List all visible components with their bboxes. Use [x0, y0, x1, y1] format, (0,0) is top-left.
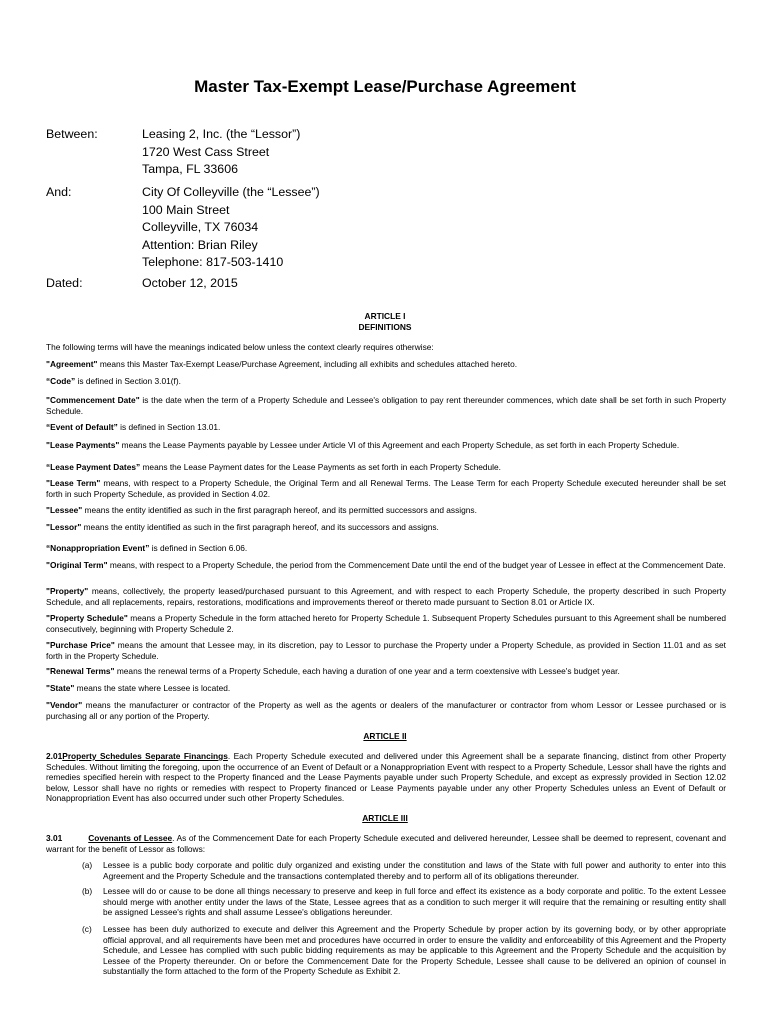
party-label: And: [46, 185, 72, 199]
definition-lessor [46, 522, 726, 533]
definition-text: is defined in Section 6.06. [149, 543, 248, 553]
article-3-heading-text: ARTICLE III [362, 813, 408, 823]
definition-text: means the Lease Payment dates for the Lease Payments as set forth in each Property Schedule. [140, 462, 501, 472]
definition-lessee [46, 505, 726, 516]
definition-term: "Lease Term" [46, 478, 101, 488]
definition-property-schedule [46, 613, 726, 634]
definition-property [46, 586, 726, 607]
document-title: Master Tax-Exempt Lease/Purchase Agreement [194, 77, 576, 96]
dated-label: Dated: [46, 276, 83, 290]
definition-term: "State" [46, 683, 75, 693]
definition-text: means the entity identified as such in the first paragraph hereof, and its permitted successors and assigns. [82, 505, 477, 515]
article-2-heading-text: ARTICLE II [363, 731, 407, 741]
definition-term: "Renewal Terms" [46, 666, 115, 676]
definition-term: “Nonappropriation Event” [46, 543, 150, 553]
definition-state [46, 683, 726, 694]
item-letter: (c) [82, 924, 92, 934]
definition-term: "Agreement" [46, 359, 98, 369]
section-3-01 [46, 833, 726, 854]
definition-original-term [46, 560, 726, 571]
address-line: Leasing 2, Inc. (the “Lessor”) [142, 127, 301, 141]
definition-term: "Property Schedule" [46, 613, 128, 623]
definition-term: "Original Term" [46, 560, 108, 570]
definitions-intro: The following terms will have the meanings indicated below unless the context clearly requires otherwise: [46, 342, 434, 352]
section-text: . As of the Commencement Date for each Property Schedule executed and delivered hereunder, Lessee shall be deemed to represent, covenant and warrant for the benefit of Lessor as follows: [46, 833, 726, 854]
address-line: Telephone: 817-503-1410 [142, 255, 284, 269]
section-number: 3.01 [46, 833, 63, 843]
definition-purchase-price [46, 640, 726, 661]
definition-text: means, collectively, the property leased/purchased pursuant to this Agreement, and with respect to each Property Schedule, the property described in such Property Schedule, and all replacements, repairs, restorations, modifications and improvements thereof or thereto made pursuant to Section 8.01 or Article IX. [46, 586, 726, 607]
definition-text: means this Master Tax-Exempt Lease/Purchase Agreement, including all exhibits and schedules attached hereto. [97, 359, 518, 369]
definition-text: means, with respect to a Property Schedule, the Original Term and all Renewal Terms. The Lease Term for each Property Schedule executed hereunder shall be set forth in such Property Schedule, as provided in Section 4.02. [46, 478, 726, 499]
section-number: 2.01 [46, 751, 63, 761]
address-line: Colleyville, TX 76034 [142, 220, 259, 234]
definition-text: is the date when the term of a Property Schedule and Lessee's obligation to pay rent thereunder commences, which date shall be set forth in such Property Schedule. [46, 395, 726, 416]
definition-lease-term [46, 478, 726, 499]
item-text: Lessee is a public body corporate and politic duly organized and existing under the constitution and laws of the State with full power and authority to enter into this Agreement and the Property Schedule and the transactions contemplated thereby and to perform all of its obligations thereunder. [103, 860, 726, 881]
definition-commencement-date [46, 395, 726, 416]
dated-value: October 12, 2015 [142, 276, 238, 290]
definition-term: "Lessee" [46, 505, 83, 515]
definition-text: means the amount that Lessee may, in its discretion, pay to Lessor to purchase the Property under a Property Schedule, as provided in Section 11.01 and as set forth in the Property Schedule. [46, 640, 726, 661]
definition-text: means, with respect to a Property Schedule, the period from the Commencement Date until the end of the budget year of Lessee in effect at the Commencement Date. [107, 560, 726, 570]
definition-lease-payment-dates [46, 462, 726, 473]
definition-text: means the renewal terms of a Property Schedule, each having a duration of one year and a term coextensive with Lessee's budget year. [114, 666, 620, 676]
definition-term: “Event of Default” [46, 422, 118, 432]
article-3-heading [0, 813, 770, 824]
definition-text: means the manufacturer or contractor of the Property as well as the agents or dealers of the manufacturer or contractor from whom Lessor or Lessee purchased or is purchasing all or any portion of the Property. [46, 700, 726, 721]
lessee-address [142, 184, 320, 272]
address-line: 1720 West Cass Street [142, 144, 270, 159]
address-line: 100 Main Street [142, 202, 230, 217]
party-label: Between: [46, 127, 98, 141]
definition-text: is defined in Section 3.01(f). [75, 376, 181, 386]
definition-lease-payments [46, 440, 726, 451]
section-2-01 [46, 751, 726, 804]
article-1-subheading: DEFINITIONS [358, 322, 412, 332]
definition-term: “Lease Payment Dates” [46, 462, 141, 472]
definition-text: is defined in Section 13.01. [117, 422, 221, 432]
definition-text: means a Property Schedule in the form attached hereto for Property Schedule 1. Subsequent Property Schedules pursuant to this Agreement shall be numbered consecutively, beginning with Property Schedule 2. [46, 613, 726, 634]
section-text: . Each Property Schedule executed and delivered under this Agreement shall be a separate financing, distinct from other Property Schedules. Without limiting the foregoing, upon the occurrence of an Event of Default or a Nonappropriation Event with respect to a Property Schedule, Lessor shall have the rights and remedies specified herein with respect to the Property financed and the Lease Payments payable under such Property Schedule, and except as expressly provided in Section 12.02 below, Lessor shall have no rights or remedies with respect to Property financed or Lease Payments payable under any other Property Schedules unless an Event of Default or Nonappropriation Event has also occurred under such other Property Schedules. [46, 751, 726, 804]
item-letter: (b) [82, 886, 93, 896]
section-title: Property Schedules Separate Financings [62, 751, 228, 761]
definition-renewal-terms [46, 666, 726, 677]
definition-term: "Purchase Price" [46, 640, 115, 650]
section-title: Covenants of Lessee [88, 833, 173, 843]
lessor-address [142, 126, 300, 179]
item-text: Lessee has been duly authorized to execute and deliver this Agreement and the Property Schedule by proper action by its governing body, or by other appropriate official approval, and all requirements have been met and procedures have occurred in order to ensure the validity and enforceability of this Agreement and the Property Schedule, and Lessee has complied with such public bidding requirements as may be applicable to this Agreement and the Property Schedule and the acquisition by Lessee of the Property thereunder. On or before the Commencement Date for the Property Schedule, Lessee shall cause to be delivered an opinion of counsel in substantially the form attached to the form of the Property Schedule as Exhibit 2. [103, 924, 726, 977]
definition-term: “Code” [46, 376, 76, 386]
definition-text: means the Lease Payments payable by Lessee under Article VI of this Agreement and each Property Schedule, as set forth in each Property Schedule. [119, 440, 680, 450]
definition-text: means the entity identified as such in the first paragraph hereof, and its successors and assigns. [81, 522, 439, 532]
definition-event-of-default [46, 422, 726, 433]
definition-term: "Lessor" [46, 522, 82, 532]
definition-vendor [46, 700, 726, 721]
definition-term: "Property" [46, 586, 89, 596]
definition-agreement [46, 359, 726, 370]
definition-term: "Lease Payments" [46, 440, 120, 450]
definition-code [46, 376, 726, 387]
definition-text: means the state where Lessee is located. [74, 683, 231, 693]
definition-term: "Vendor" [46, 700, 83, 710]
definition-term: "Commencement Date" [46, 395, 140, 405]
item-text: Lessee will do or cause to be done all things necessary to preserve and keep in full force and effect its existence as a body corporate and politic. To the extent Lessee should merge with another entity under the laws of the State, Lessee agrees that as a condition to such merger it will require that the remaining or resulting entity shall be assigned Lessee's rights and shall assume Lessee's obligations hereunder. [103, 886, 726, 918]
article-2-heading [0, 731, 770, 742]
item-letter: (a) [82, 860, 93, 870]
address-line: Attention: Brian Riley [142, 237, 258, 252]
address-line: City Of Colleyville (the “Lessee”) [142, 185, 320, 199]
article-1-heading: ARTICLE I [364, 311, 406, 321]
definition-nonappropriation-event [46, 543, 726, 554]
address-line: Tampa, FL 33606 [142, 162, 238, 176]
